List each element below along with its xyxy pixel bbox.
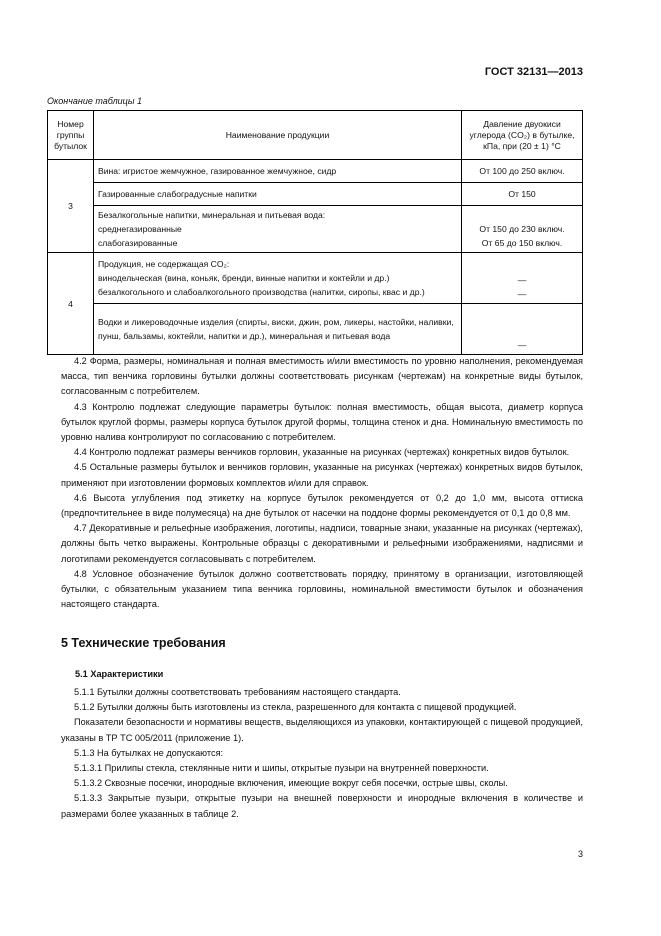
product-name: Водки и ликероводочные изделия (спирты, виски, джин, ром, ликеры, настойки, наливки, пунш, бальзамы, коктейли, напитки и др.), минеральная и питьевая вода: [94, 304, 462, 355]
section-4-body: [61, 354, 583, 612]
pressure-value: —: [462, 304, 583, 355]
pressure-value: От 150 до 230 включ. От 65 до 150 включ.: [462, 206, 583, 253]
group-number: 4: [48, 253, 94, 355]
pressure-value: От 150: [462, 183, 583, 206]
paragraph: 5.1.3.3 Закрытые пузыри, открытые пузыри на внешней поверхности и инородные включения в количестве и размерами более указанных в таблице 2.: [61, 793, 583, 819]
product-name: Газированные слабоградусные напитки: [94, 183, 462, 206]
table-row: [48, 183, 583, 206]
paragraph: 4.5 Остальные размеры бутылок и венчиков горловин, указанные на рисунках (чертежах) конкретных видов бутылок, применяют при изготовлении формовых комплектов и/или для справок.: [61, 462, 583, 488]
paragraph: 4.7 Декоративные и рельефные изображения, логотипы, надписи, товарные знаки, указанные на рисунках (чертежах), должны быть четко выражены. Контрольные образцы с декоративными и рельефными изображениями, надписями и логотипами рекомендуется согласовывать с потребителем.: [61, 523, 583, 564]
paragraph: 5.1.2 Бутылки должны быть изготовлены из стекла, разрешенного для контакта с пищевой продукцией.: [74, 702, 517, 713]
table-row: [48, 304, 583, 355]
paragraph: 5.1.3.2 Сквозные посечки, инородные включения, имеющие вокруг себя посечки, острые швы, сколы.: [74, 778, 508, 789]
table-header-row: [48, 111, 583, 160]
header-pressure: Давление двуокиси углерода (CO₂) в бутылке, кПа, при (20 ± 1) °C: [462, 111, 583, 160]
product-name: Продукция, не содержащая CO₂: винодельческая (вина, коньяк, бренди, винные напитки и коктейли и др.) безалкогольного и слабоалкогольного производства (напитки, сиропы, квас и др.): [94, 253, 462, 304]
pressure-value: — —: [462, 253, 583, 304]
document-code: ГОСТ 32131—2013: [484, 66, 583, 78]
products-table: [47, 110, 583, 355]
header-group: Номер группы бутылок: [48, 111, 94, 160]
paragraph: 4.4 Контролю подлежат размеры венчиков горловин, указанные на рисунках (чертежах) конкретных видов бутылок.: [74, 447, 570, 458]
group-number: 3: [48, 160, 94, 253]
table-caption: Окончание таблицы 1: [47, 96, 142, 106]
product-name: Вина: игристое жемчужное, газированное жемчужное, сидр: [94, 160, 462, 183]
header-name: Наименование продукции: [94, 111, 462, 160]
paragraph: 5.1.1 Бутылки должны соответствовать требованиям настоящего стандарта.: [74, 687, 401, 697]
product-name: Безалкогольные напитки, минеральная и питьевая вода: среднегазированные слабогазированные: [94, 206, 462, 253]
paragraph: 4.2 Форма, размеры, номинальная и полная вместимость и/или вместимость по уровню наполнения, рекомендуемая масса, тип венчика горловины бутылки должны соответствовать рисункам (чертежам) на конкретные виды бутылок, согласованным с потребителем.: [61, 356, 583, 397]
subsection-title: 5.1 Характеристики: [75, 669, 164, 679]
pressure-value: От 100 до 250 включ.: [462, 160, 583, 183]
paragraph: 4.6 Высота углубления под этикетку на корпусе бутылок рекомендуется от 0,2 до 1,0 мм, высота оттиска (предпочтительнее в виде полумесяца) на дне бутылок от насечки на поддоне формы рекомендуется от 0,1 до 0,8 мм.: [61, 492, 583, 519]
paragraph: Показатели безопасности и нормативы веществ, выделяющихся из упаковки, контактирующей с пищевой продукцией, указаны в ТР ТС 005/2011 (приложение 1).: [61, 717, 583, 743]
paragraph: 5.1.3 На бутылках не допускаются:: [74, 747, 224, 758]
table-row: [48, 160, 583, 183]
paragraph: 5.1.3.1 Прилипы стекла, стеклянные нити и шипы, открытые пузыри на внутренней поверхности.: [74, 763, 489, 774]
table-row: [48, 253, 583, 304]
paragraph: 4.3 Контролю подлежат следующие параметры бутылок: полная вместимость, общая высота, диаметр корпуса бутылок круглой формы, размеры корпуса бутылок другой формы, толщина стенок и дна. Номинальную вместимость по уровню налива контролируют по согласованию с потребителем.: [61, 401, 583, 443]
paragraph: 4.8 Условное обозначение бутылок должно соответствовать порядку, принятому в организации, изготовляющей бутылки, с обязательным указанием типа венчика горловины, номинальной вместимости бутылок и обозначения настоящего стандарта.: [61, 568, 583, 610]
section-5-body: [61, 685, 583, 822]
section-title: 5 Технические требования: [61, 636, 226, 650]
table-row: [48, 206, 583, 253]
page-number: 3: [577, 849, 583, 859]
